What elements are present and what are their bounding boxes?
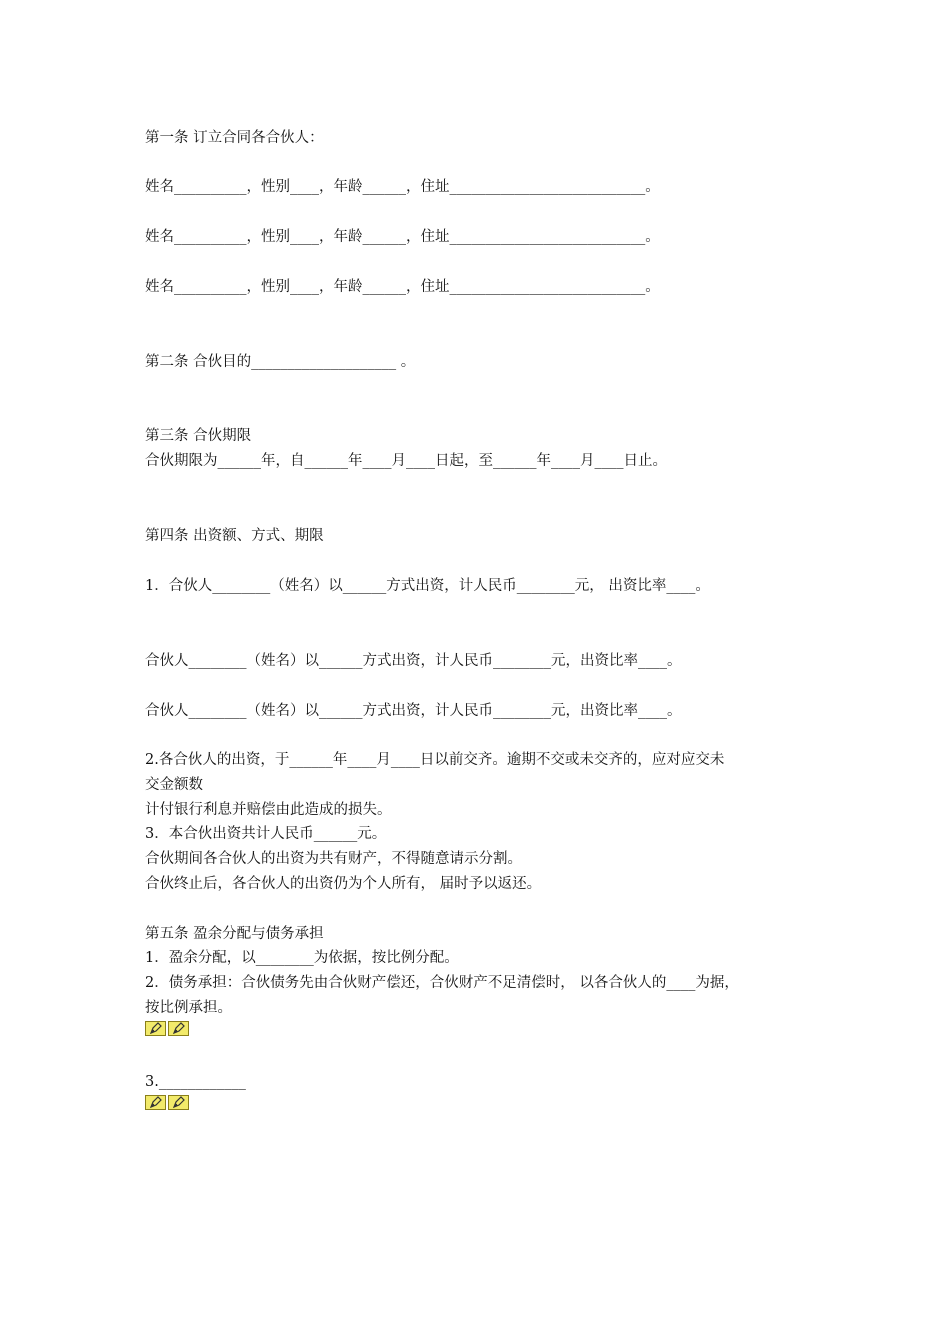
article3-heading: 第三条 合伙期限 <box>145 428 252 444</box>
article4-item2-line1: 2.各合伙人的出资，于______年____月____日以前交齐。逾期不交或未交齐的，应对应交未 <box>145 752 725 768</box>
article5-item2-line1: 2．债务承担：合伙债务先由合伙财产偿还，合伙财产不足清偿时， 以各合伙人的____为据， <box>145 975 739 991</box>
article5-item1: 1．盈余分配，以________为依据，按比例分配。 <box>145 950 459 966</box>
article4-partner2: 合伙人________（姓名）以______方式出资，计人民币________元，出资比率____。 <box>145 653 682 669</box>
article4-item3-line2: 合伙期间各合伙人的出资为共有财产，不得随意请示分割。 <box>145 851 522 867</box>
article5-item2-line2: 按比例承担。 <box>145 1000 232 1016</box>
article4-item1: 1．合伙人________（姓名）以______方式出资，计人民币________元， 出资比率____。 <box>145 578 710 594</box>
article4-item2-line2: 交金额数 <box>145 777 203 793</box>
edit-icon-group-1 <box>145 1021 189 1036</box>
article4-item2-line3: 计付银行利息并赔偿由此造成的损失。 <box>145 802 392 818</box>
article5-heading: 第五条 盈余分配与债务承担 <box>145 926 324 942</box>
article4-item3-line1: 3．本合伙出资共计人民币______元。 <box>145 826 387 842</box>
article3-term: 合伙期限为______年，自______年____月____日起，至______年____月____日止。 <box>145 453 667 469</box>
partner-line-1: 姓名__________，性别____，年龄______，住址___________________________。 <box>145 179 660 195</box>
edit-icon[interactable] <box>145 1095 166 1110</box>
edit-icon[interactable] <box>168 1095 189 1110</box>
edit-icon[interactable] <box>168 1021 189 1036</box>
article4-heading: 第四条 出资额、方式、期限 <box>145 528 324 544</box>
article4-item3-line3: 合伙终止后，各合伙人的出资仍为个人所有， 届时予以返还。 <box>145 876 542 892</box>
article1-heading: 第一条 订立合同各合伙人： <box>145 130 324 146</box>
partner-line-2: 姓名__________，性别____，年龄______，住址___________________________。 <box>145 229 660 245</box>
edit-icon-group-2 <box>145 1095 189 1110</box>
article4-partner3: 合伙人________（姓名）以______方式出资，计人民币________元，出资比率____。 <box>145 703 682 719</box>
partner-line-3: 姓名__________，性别____，年龄______，住址___________________________。 <box>145 279 660 295</box>
article5-item3: 3.____________ <box>145 1074 246 1090</box>
edit-icon[interactable] <box>145 1021 166 1036</box>
article2-purpose: 第二条 合伙目的____________________ 。 <box>145 354 416 370</box>
